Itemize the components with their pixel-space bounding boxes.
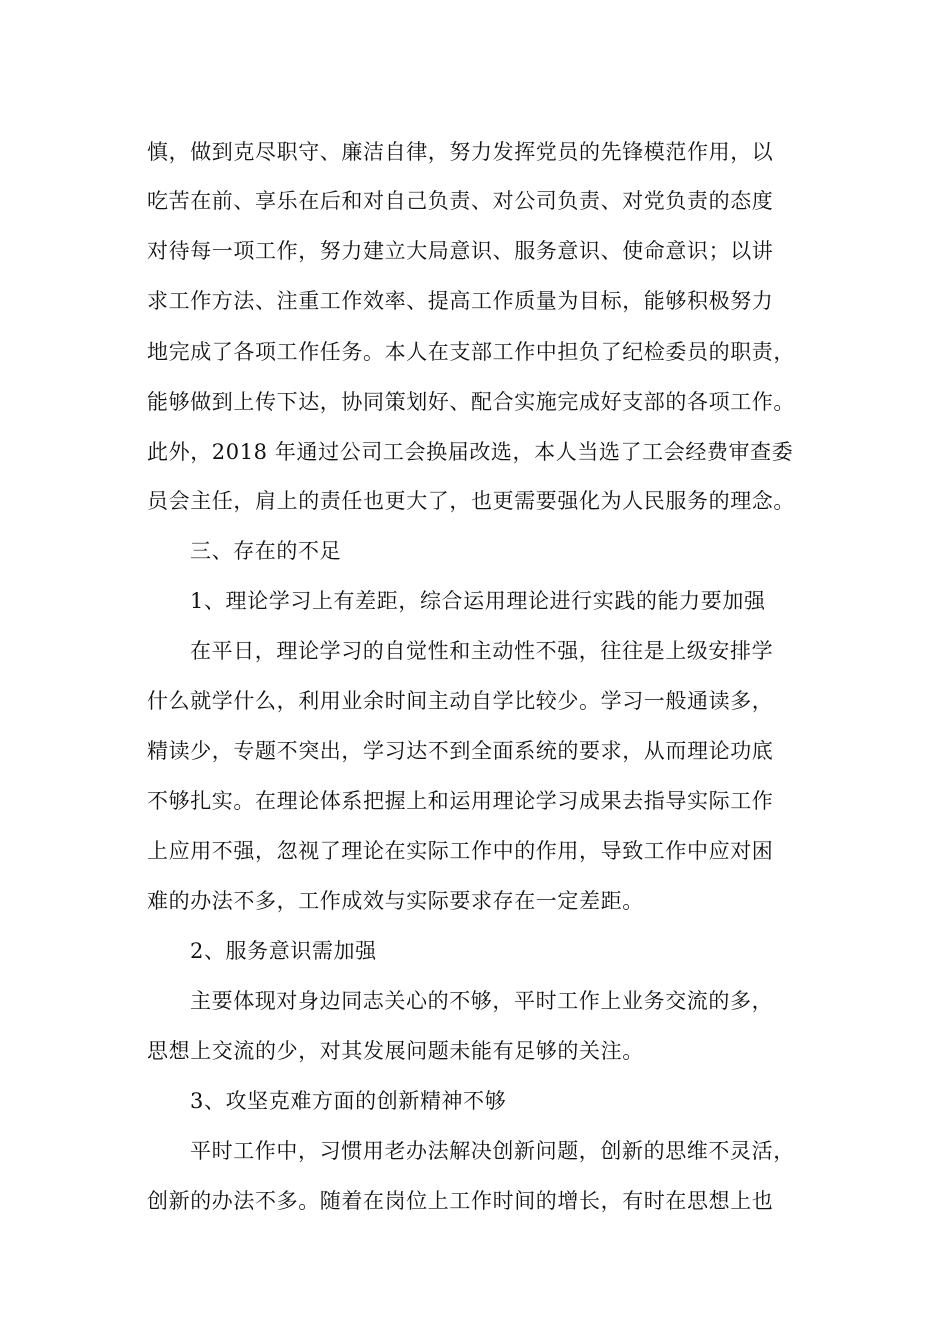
paragraph-line: 员会主任，肩上的责任也更大了，也更需要强化为人民服务的理念。	[147, 489, 795, 513]
subheading: 3、攻坚克难方面的创新精神不够	[190, 1089, 507, 1113]
paragraph-line: 精读少，专题不突出，学习达不到全面系统的要求，从而理论功底	[147, 739, 774, 763]
paragraph-line: 地完成了各项工作任务。本人在支部工作中担负了纪检委员的职责，	[147, 340, 795, 364]
paragraph-line: 不够扎实。在理论体系把握上和运用理论学习成果去指导实际工作	[147, 789, 774, 813]
paragraph-line: 思想上交流的少，对其发展问题未能有足够的关注。	[147, 1039, 644, 1063]
paragraph-line: 慎，做到克尽职守、廉洁自律，努力发挥党员的先锋模范作用，以	[147, 140, 774, 164]
subheading: 1、理论学习上有差距，综合运用理论进行实践的能力要加强	[190, 589, 766, 613]
paragraph-line: 求工作方法、注重工作效率、提高工作质量为目标，能够积极努力	[147, 289, 774, 313]
paragraph-line: 平时工作中，习惯用老办法解决创新问题，创新的思维不灵活，	[190, 1139, 795, 1163]
paragraph-line: 此外，2018 年通过公司工会换届改选，本人当选了工会经费审查委	[147, 440, 794, 464]
paragraph-line: 能够做到上传下达，协同策划好、配合实施完成好支部的各项工作。	[147, 390, 795, 414]
paragraph-line: 上应用不强，忽视了理论在实际工作中的作用，导致工作中应对困	[147, 839, 774, 863]
subheading: 2、服务意识需加强	[190, 939, 377, 963]
paragraph-line: 对待每一项工作，努力建立大局意识、服务意识、使命意识；以讲	[147, 239, 774, 263]
paragraph-line: 在平日，理论学习的自觉性和主动性不强，往往是上级安排学	[190, 639, 774, 663]
paragraph-line: 什么就学什么，利用业余时间主动自学比较少。学习一般通读多，	[147, 689, 774, 713]
paragraph-line: 创新的办法不多。随着在岗位上工作时间的增长，有时在思想上也	[147, 1189, 774, 1213]
paragraph-line: 吃苦在前、享乐在后和对自己负责、对公司负责、对党负责的态度	[147, 189, 774, 213]
section-heading: 三、存在的不足	[190, 539, 342, 563]
paragraph-line: 难的办法不多，工作成效与实际要求存在一定差距。	[147, 889, 644, 913]
paragraph-line: 主要体现对身边同志关心的不够，平时工作上业务交流的多，	[190, 989, 774, 1013]
